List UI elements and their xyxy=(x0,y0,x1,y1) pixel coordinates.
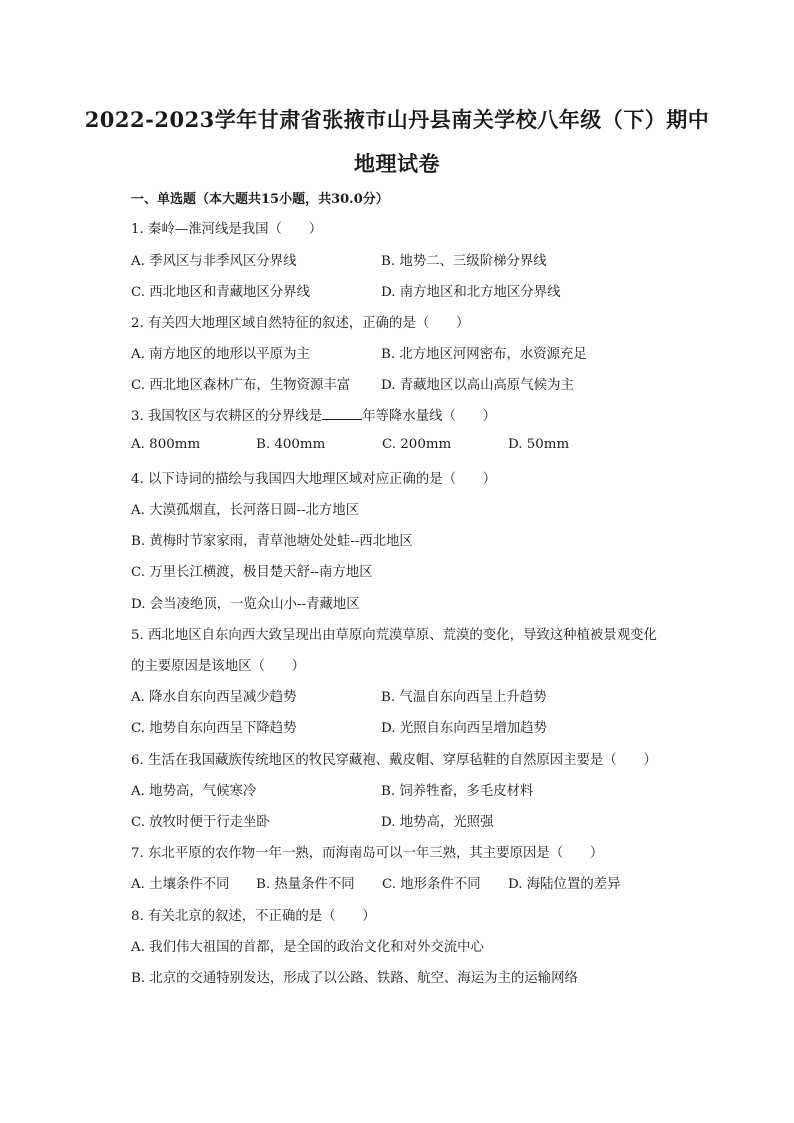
question-7-option-b: B. 热量条件不同 xyxy=(256,877,355,892)
question-3-option-b: B. 400mm xyxy=(256,437,326,452)
question-3-stem-after: 年等降水量线（ ） xyxy=(362,409,497,424)
question-5-option-a: A. 降水自东向西呈减少趋势 xyxy=(131,690,297,705)
question-4-stem: 4. 以下诗词的描绘与我国四大地理区域对应正确的是（ ） xyxy=(131,472,497,487)
question-5-stem-line2: 的主要原因是该地区（ ） xyxy=(131,659,306,674)
section-heading: 一、单选题（本大题共15小题，共30.0分） xyxy=(131,192,389,207)
exam-title-line1: 2022-2023学年甘肃省张掖市山丹县南关学校八年级（下）期中 xyxy=(84,107,710,132)
question-4-option-b: B. 黄梅时节家家雨，青草池塘处处蛙--西北地区 xyxy=(131,534,413,549)
question-3-stem xyxy=(131,405,496,424)
question-7-option-c: C. 地形条件不同 xyxy=(382,877,481,892)
question-1-option-a: A. 季风区与非季风区分界线 xyxy=(131,254,297,269)
fill-in-blank xyxy=(322,407,362,420)
question-5-option-c: C. 地势自东向西呈下降趋势 xyxy=(131,721,297,736)
question-2-stem: 2. 有关四大地理区域自然特征的叙述，正确的是（ ） xyxy=(131,316,470,331)
question-5-option-d: D. 光照自东向西呈增加趋势 xyxy=(381,721,548,736)
question-3-option-c: C. 200mm xyxy=(382,437,452,452)
question-6-option-a: A. 地势高，气候寒冷 xyxy=(131,784,257,799)
question-6-stem: 6. 生活在我国藏族传统地区的牧民穿藏袍、戴皮帽、穿厚毡鞋的自然原因主要是（ ） xyxy=(131,753,657,768)
question-6-option-c: C. 放牧时便于行走坐卧 xyxy=(131,815,270,830)
question-2-option-d: D. 青藏地区以高山高原气候为主 xyxy=(381,378,574,393)
question-8-option-b: B. 北京的交通特别发达，形成了以公路、铁路、航空、海运为主的运输网络 xyxy=(131,971,578,986)
question-2-option-c: C. 西北地区森林广布，生物资源丰富 xyxy=(131,378,351,393)
question-7-stem: 7. 东北平原的农作物一年一熟，而海南岛可以一年三熟，其主要原因是（ ） xyxy=(131,846,604,861)
question-3-stem-before: 3. 我国牧区与农耕区的分界线是 xyxy=(131,409,323,424)
question-2-option-b: B. 北方地区河网密布，水资源充足 xyxy=(381,347,587,362)
question-1-stem: 1. 秦岭—淮河线是我国（ ） xyxy=(131,222,323,237)
question-4-option-a: A. 大漠孤烟直，长河落日圆--北方地区 xyxy=(131,503,360,518)
question-7-option-d: D. 海陆位置的差异 xyxy=(508,877,621,892)
question-8-stem: 8. 有关北京的叙述，不正确的是（ ） xyxy=(131,909,376,924)
question-8-option-a: A. 我们伟大祖国的首都，是全国的政治文化和对外交流中心 xyxy=(131,940,484,955)
question-3-option-a: A. 800mm xyxy=(131,437,201,452)
question-7-option-a: A. 土壤条件不同 xyxy=(131,877,230,892)
question-1-option-d: D. 南方地区和北方地区分界线 xyxy=(381,285,561,300)
question-3-option-d: D. 50mm xyxy=(508,437,570,452)
question-4-option-c: C. 万里长江横渡，极目楚天舒--南方地区 xyxy=(131,565,373,580)
question-4-option-d: D. 会当凌绝顶，一览众山小--青藏地区 xyxy=(131,597,360,612)
question-2-option-a: A. 南方地区的地形以平原为主 xyxy=(131,347,310,362)
exam-title-line2: 地理试卷 xyxy=(354,151,440,176)
question-1-option-c: C. 西北地区和青藏地区分界线 xyxy=(131,285,310,300)
question-5-stem-line1: 5. 西北地区自东向西大致呈现出由草原向荒漠草原、荒漠的变化，导致这种植被景观变化 xyxy=(131,628,657,643)
question-5-option-b: B. 气温自东向西呈上升趋势 xyxy=(381,690,547,705)
question-6-option-b: B. 饲养牲畜，多毛皮材料 xyxy=(381,784,534,799)
question-6-option-d: D. 地势高，光照强 xyxy=(381,815,494,830)
question-1-option-b: B. 地势二、三级阶梯分界线 xyxy=(381,254,547,269)
